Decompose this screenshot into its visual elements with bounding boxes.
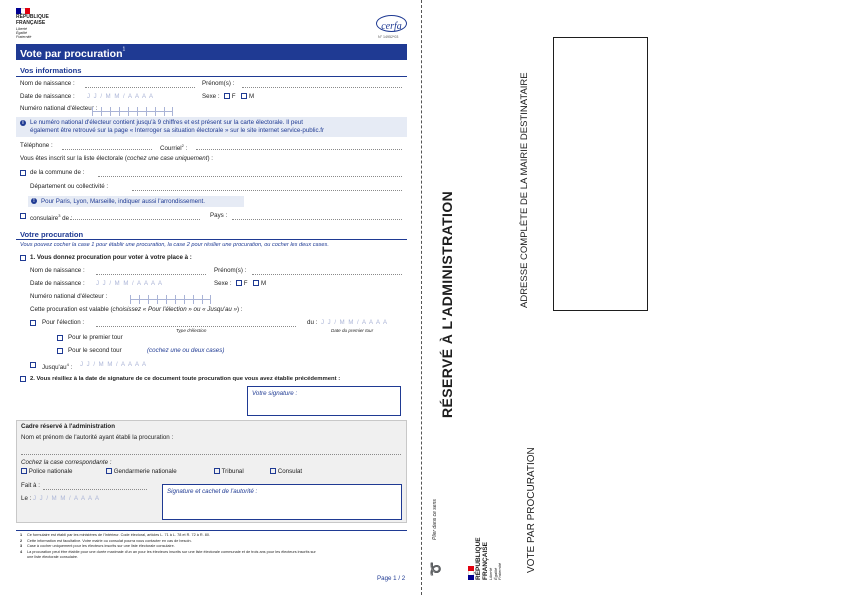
case1-label: 1. Vous donnez procuration pour voter à votre place à : [30,254,192,261]
vote-par-procuration-label: VOTE PAR PROCURATION [526,447,537,573]
courriel-field[interactable] [196,149,402,150]
cochez-label: Cochez la case correspondante : [21,459,112,466]
page-number: Page 1 / 2 [377,575,406,582]
prenoms-label: Prénom(s) : [202,80,235,87]
mandataire-numero-field[interactable] [130,291,211,300]
consulat-checkbox[interactable] [270,468,276,474]
address-box[interactable] [553,37,648,311]
procuration-instructions: Vous pouvez cocher la case 1 pour établir une procuration, la case 2 pour résilier une procuration, ou cocher les deux cases. [20,242,329,248]
flag-icon [468,566,474,580]
tours-note: (cochez une ou deux cases) [147,347,225,354]
motto: Liberté Égalité Fraternité [16,27,32,39]
sexe-m-label: M [248,93,255,100]
mandataire-date-label: Date de naissance : [30,280,85,287]
premier-tour-label: Pour le premier tour [68,334,123,341]
jusquau-label: $Jusqu'au^4$ : [42,362,73,372]
jusquau-date-field[interactable]: J J / M M / A A A A [80,362,148,368]
case2-checkbox[interactable] [20,376,26,382]
du-label: du : [307,319,318,326]
admin-heading: Cadre réservé à l'administration [21,423,115,430]
motto: Liberté Égalité Fraternité [488,562,502,580]
valable-label: Cette procuration est valable (choisissez « Pour l'élection » ou « Jusqu'au ») : [30,306,243,313]
mandataire-sexe-f-checkbox[interactable] [236,280,242,286]
departement-label: Département ou collectivité : [30,183,109,190]
sexe-label: Sexe : [202,93,220,100]
gendarmerie-checkbox[interactable] [106,468,112,474]
cachet-box[interactable] [162,484,402,520]
consulat-label: Consulat [277,468,303,475]
telephone-field[interactable] [62,149,152,150]
republic-name: RÉPUBLIQUE FRANÇAISE [16,14,49,26]
footnote: 4 La procuration peut être établie pour une durée maximale d'un an pour les électeurs inscrits sur une liste électorale communale et de trois ans pour les électeurs inscrits sur [20,549,316,554]
sexe-f-label: F [231,93,236,100]
le-label: Le : [21,495,32,502]
mandataire-sexe-m-checkbox[interactable] [253,280,259,286]
page-title: Vote par procuration [20,48,123,60]
mandataire-nom-label: Nom de naissance : [30,267,85,274]
tribunal-label: Tribunal [221,468,244,475]
info-icon: i [20,120,26,126]
mandataire-sexe-f-label: F [243,280,248,287]
pour-election-checkbox[interactable] [30,320,36,326]
autorite-field[interactable] [21,454,401,455]
marianne-logo [16,8,49,39]
reserve-administration: RÉSERVÉ À L'ADMINISTRATION [439,190,455,418]
cerfa-number: N° 14952*03 [378,35,399,39]
inscrit-label: Vous êtes inscrit sur la liste électorale (cochez une case uniquement) : [20,155,213,162]
mandataire-nom-field[interactable] [96,274,206,275]
pays-field[interactable] [232,219,402,220]
date-premier-tour-caption: Date du premier tour [331,328,374,333]
mandataire-sexe-m-label: M [260,280,267,287]
marianne-logo-rotated [468,537,503,580]
footnotes [20,533,405,561]
case2-label: 2. Vous résiliez à la date de signature de ce document toute procuration que vous avez établie précédemment : [30,376,341,382]
mandataire-date-field[interactable]: J J / M M / A A A A [96,281,164,287]
commune-checkbox[interactable] [20,170,26,176]
adresse-mairie-label: ADRESSE COMPLÈTE DE LA MAIRIE DESTINATAIRE [519,72,530,308]
police-checkbox[interactable] [21,468,27,474]
footnote: 3 Case à cocher uniquement pour les électeurs inscrits sur une liste électorale consulaire. [20,544,175,549]
departement-field[interactable] [132,190,402,191]
premier-tour-checkbox[interactable] [57,335,63,341]
signature-label: Votre signature : [252,390,298,397]
jusquau-checkbox[interactable] [30,362,36,368]
nom-field[interactable] [85,87,195,88]
paris-note: ! Pour Paris, Lyon, Marseille, indiquer aussi l'arrondissement. [28,196,244,207]
second-tour-checkbox[interactable] [57,348,63,354]
second-tour-label: Pour le second tour [68,347,122,354]
sexe-f-checkbox[interactable] [224,93,230,99]
consulaire-label: consulaire$^3$ de : [30,213,73,223]
envelope-panel [422,0,842,595]
gendarmerie-label: Gendarmerie nationale [113,468,177,475]
case1-checkbox[interactable] [20,255,26,261]
commune-field[interactable] [98,176,402,177]
type-election-caption: Type d'élection [176,328,207,333]
mandataire-prenoms-label: Prénom(s) : [214,267,247,274]
date-naissance-field[interactable]: J J / M M / A A A A [87,94,155,100]
admin-frame [16,420,407,523]
numero-info-note: i Le numéro national d'électeur contient jusqu'à 9 chiffres et est présent sur la carte électorale. Il peut également être retrouvé sur la page « Interroger sa situation électorale » sur le site internet service-public.fr [16,117,407,137]
commune-label: de la commune de : [30,169,85,176]
telephone-label: Téléphone : [20,142,53,149]
mandataire-numero-label: Numéro national d'électeur : [30,293,108,300]
date-premier-tour-field[interactable]: J J / M M / A A A A [321,320,389,326]
footnotes-divider [16,530,407,531]
info-icon: ! [31,198,37,204]
republic-name: RÉPUBLIQUE FRANÇAISE [475,537,489,580]
numero-field[interactable] [92,103,173,112]
signature-box[interactable] [247,386,401,416]
pour-election-label: Pour l'élection : [42,319,85,326]
nom-label: Nom de naissance : [20,80,75,87]
pays-label: Pays : [210,212,228,219]
consulaire-checkbox[interactable] [20,213,26,219]
procuration-heading: Votre procuration [20,230,84,239]
le-date-field[interactable]: J J / M M / A A A A [33,496,101,502]
infos-heading: Vos informations [20,66,82,75]
mandataire-prenoms-field[interactable] [252,274,402,275]
date-naissance-label: Date de naissance : [20,93,75,100]
fait-a-field[interactable] [43,489,147,490]
fait-a-label: Fait à : [21,482,40,489]
mandataire-sexe-label: Sexe : [214,280,232,287]
numero-label: Numéro national d'électeur : [20,105,98,112]
form-page: RÉPUBLIQUE FRANÇAISE Liberté Égalité Fraternité cerfa N° 14952*03 Vote par procuration$^1$ Vos informations Nom de naissance : Prénom(s) : Date de naissance : J J / M M / A A A A Sexe : F M Numéro national d'électeur : i Le numéro national d'électeur contient jusqu'à 9 chiffres et est présent sur la carte électorale. Il peut également être retrouvé sur la page « Interroger sa situation électorale » sur le site internet service-public.fr Téléphone : Courriel$^2$ : Vous êtes inscrit sur la liste électorale (cochez une case uniquement) : de la commune de : Département ou collectivité : ! Pour Paris, Lyon, Marseille, indiquer aussi l'arrondissement. consulaire$^3$ de : Pays : Votre procuration Vous pouvez cocher la case 1 pour établir une procuration, la case 2 pour résilier une procuration, ou cocher les deux cases. 1. Vous donnez procuration pour voter à votre place à : Nom de naissance : Prénom(s) : Date de naissance : J J / M M / A A A A Sexe : F M Numéro national d'électeur : Cette procuration est valable (choisissez « Pour l'élection » ou « Jusqu'au ») : Pour l'élection : Type d'élection du : J J / M M / A A A A Date du premier tour Pour le premier tour Pour le second tour (cochez une ou deux cases) $Jusqu'au^4$ : J J / M M / A A A A 2. Vous résiliez à la date de signature de ce document toute procuration que vous avez établie précédemment : Votre signature : Cadre réservé à l'administration Nom et prénom de l'autorité ayant établi la procuration : Cochez la case correspondante : Police nationale Gendarmerie nationale Tribunal Consulat Fait à : Le : J J / M M / A A A A Signature et cachet de l'autorité : 1 Ce formulaire est établi par les ministères de l'Intérieur. Code électoral, articles L. 71 à L. 78 et R. 72 à R. 80. 2 Cette information est facultative. Votre mairie ou consulat pourra vous contacter en cas de besoin. 3 Case à cocher uniquement pour les électeurs inscrits sur une liste électorale consulaire. 4 La procuration peut être établie pour une durée maximale d'un an pour les électeurs inscrits sur une liste électorale communale et de trois ans pour les électeurs inscrits sur une liste électorale consulaire. Page 1 / 2 [0,0,420,595]
title-bar: Vote par procuration$^1$ [16,44,407,60]
courriel-label: Courriel [160,145,182,153]
plier-label: Plier dans ce sens [432,499,438,540]
autorite-label: Nom et prénom de l'autorité ayant établi la procuration : [21,434,174,441]
cachet-label: Signature et cachet de l'autorité : [167,488,258,495]
footnote: une liste électorale consulaire. [27,555,79,560]
prenoms-field[interactable] [242,87,402,88]
tribunal-checkbox[interactable] [214,468,220,474]
fold-arrow-icon: ➰ [428,561,443,577]
consulaire-field[interactable] [70,219,200,220]
footnote: 1 Ce formulaire est établi par les ministères de l'Intérieur. Code électoral, articles L. 71 à L. 78 et R. 72 à R. 80. [20,533,211,537]
sexe-m-checkbox[interactable] [241,93,247,99]
footnote: 2 Cette information est facultative. Votre mairie ou consulat pourra vous contacter en cas de besoin. [20,538,192,543]
cerfa-logo: cerfa [376,15,407,32]
police-label: Police nationale [28,468,73,475]
